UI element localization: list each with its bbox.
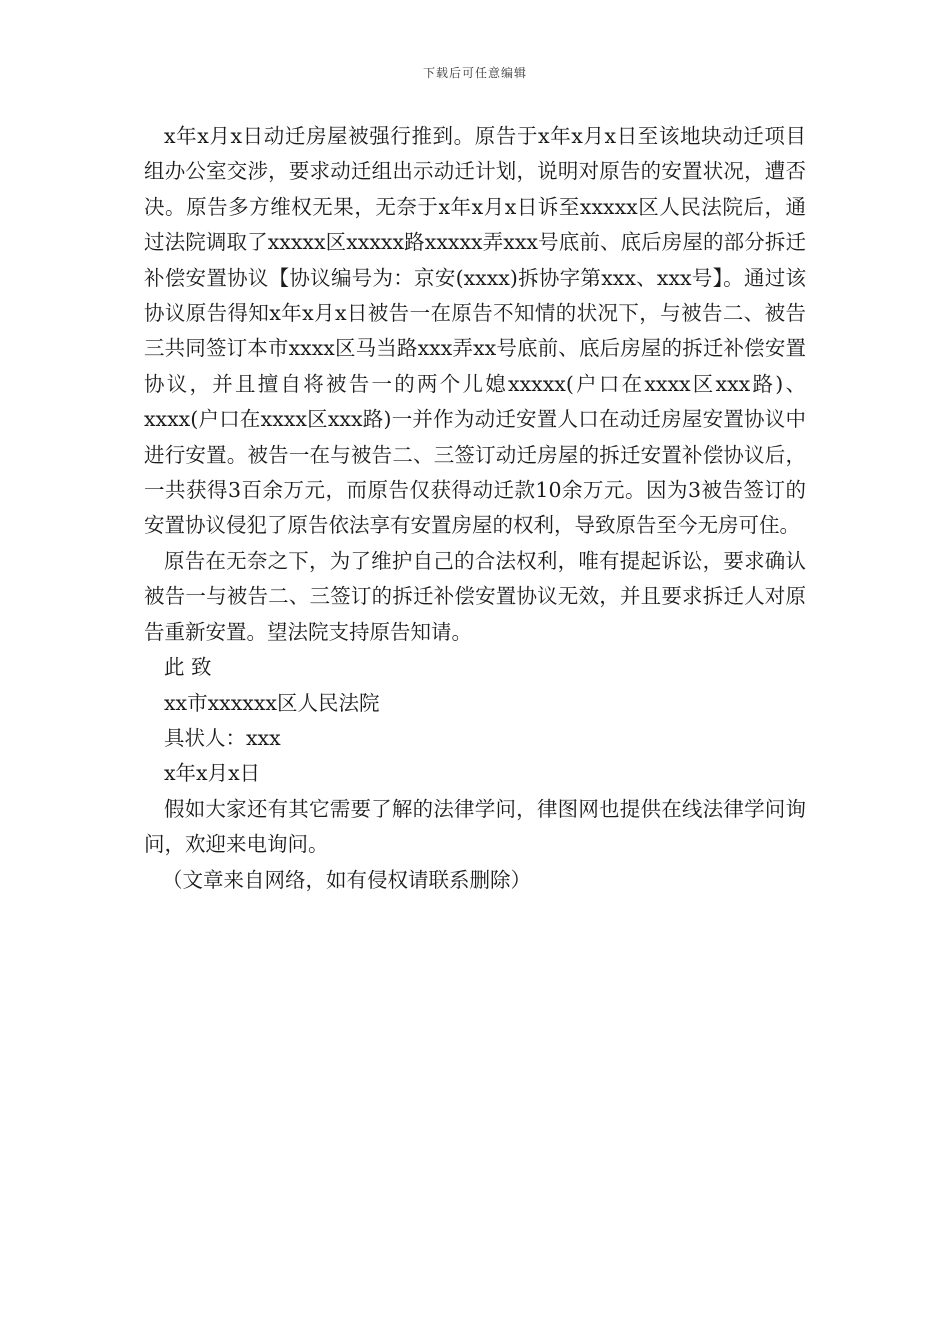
page-header: 下载后可任意编辑 bbox=[422, 66, 527, 80]
paragraph-service-note: 假如大家还有其它需要了解的法律学问，律图网也提供在线法律学问询问，欢迎来电询问。 bbox=[144, 796, 806, 857]
court-name: xx市xxxxxx区人民法院 bbox=[164, 690, 380, 715]
paragraph-facts: x年x月x日动迁房屋被强行推到。原告于x年x月x日至该地块动迁项目组办公室交涉，要求动迁组出示动迁计划，说明对原告的安置状况，遭否决。原告多方维权无果，无奈于x年x月x日诉至xxxxx区人民法院后，通过法院调取了xxxxx区xxxxx路xxxxx弄xxx号底前、底后房屋的部分拆迁补偿安置协议【协议编号为：京安(xxxx)拆协字第xxx、xxx号】。通过该协议原告得知x年x月x日被告一在原告不知情的状况下，与被告二、被告三共同签订本市xxxx区马当路xxx弄xx号底前、底后房屋的拆迁补偿安置协议，并且擅自将被告一的两个儿媳xxxxx(户口在xxxx区xxx路)、xxxx(户口在xxxx区xxx路)一并作为动迁安置人口在动迁房屋安置协议中进行安置。被告一在与被告二、三签订动迁房屋的拆迁安置补偿协议后，一共获得3百余万元，而原告仅获得动迁款10余万元。因为3被告签订的安置协议侵犯了原告依法享有安置房屋的权利，导致原告至今无房可住。 bbox=[144, 124, 806, 538]
date: x年x月x日 bbox=[164, 761, 261, 786]
source-note: （文章来自网络，如有侵权请联系删除） bbox=[162, 867, 531, 892]
document-body bbox=[144, 119, 806, 898]
salutation: 此 致 bbox=[164, 655, 212, 680]
paragraph-claims: 原告在无奈之下，为了维护自己的合法权利，唯有提起诉讼，要求确认被告一与被告二、三签订的拆迁补偿安置协议无效，并且要求拆迁人对原告重新安置。望法院支持原告知请。 bbox=[144, 548, 806, 644]
signer: 具状人：xxx bbox=[164, 725, 281, 750]
